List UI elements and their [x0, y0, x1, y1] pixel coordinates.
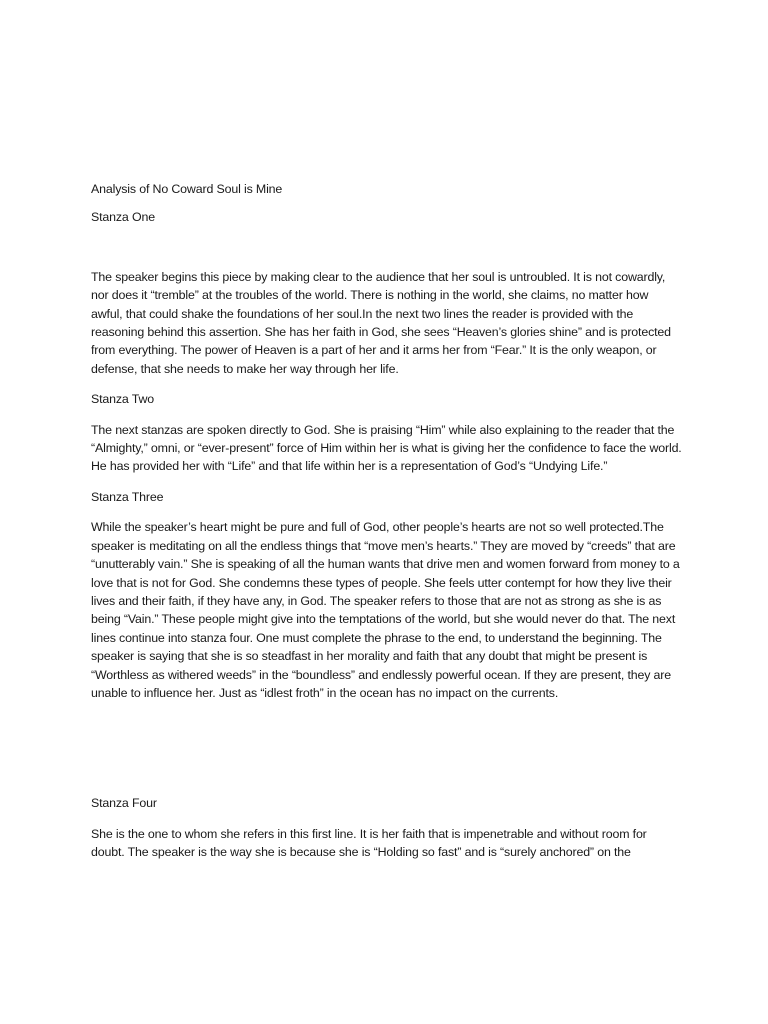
- section-heading-stanza-three: Stanza Three: [91, 489, 164, 504]
- section-body-stanza-one: The speaker begins this piece by making clear to the audience that her soul is untroubled. It is not cowardly, nor does it “tremble” at the troubles of the world. There is nothing in the world, she claims, no matter how awful, that could shake the foundations of her soul.In the next two lines the reader is provided with the reasoning behind this assertion. She has her faith in God, she sees “Heaven’s glories shine” and is protected from everything. The power of Heaven is a part of her and it arms her from “Fear.” It is the only weapon, or defense, that she needs to make her way through her life.: [91, 269, 671, 376]
- section-body-stanza-two: The next stanzas are spoken directly to God. She is praising “Him” while also explaining to the reader that the “Almighty,” omni, or “ever-present” force of Him within her is what is giving her the confidence to face the world. He has provided her with “Life” and that life within her is a representation of God’s “Undying Life.”: [91, 422, 682, 474]
- document-content: [91, 180, 683, 874]
- section-heading-stanza-four: Stanza Four: [91, 796, 157, 811]
- spacer: [91, 239, 683, 268]
- section-body-stanza-three: While the speaker’s heart might be pure and full of God, other people’s hearts are not so well protected.The speaker is meditating on all the endless things that “move men’s hearts.” They are moved by “creeds” that are “unutterably vain.” She is speaking of all the human wants that drive men and women forward from money to a love that is not for God. She condemns these types of people. She feels utter contempt for how they live their lives and their faith, if they have any, in God. The speaker refers to those that are not as strong as she is as being “Vain.” These people might give into the temptations of the world, but she would never do that. The next lines continue into stanza four. One must complete the phrase to the end, to understand the beginning. The speaker is saying that she is so steadfast in her morality and faith that any doubt that might be present is “Worthless as withered weeds” in the “boundless” and endlessly powerful ocean. If they are present, they are unable to influence her. Just as “idlest froth” in the ocean has no impact on the currents.: [91, 520, 680, 700]
- section-heading-stanza-two: Stanza Two: [91, 392, 155, 407]
- document-title: Analysis of No Coward Soul is Mine: [91, 182, 283, 196]
- spacer: [91, 714, 683, 794]
- section-heading-stanza-one: Stanza One: [91, 210, 155, 225]
- section-body-stanza-four: She is the one to whom she refers in this first line. It is her faith that is impenetrable and without room for doubt. The speaker is the way she is because she is “Holding so fast” and is “surely anchored” on the: [91, 826, 647, 860]
